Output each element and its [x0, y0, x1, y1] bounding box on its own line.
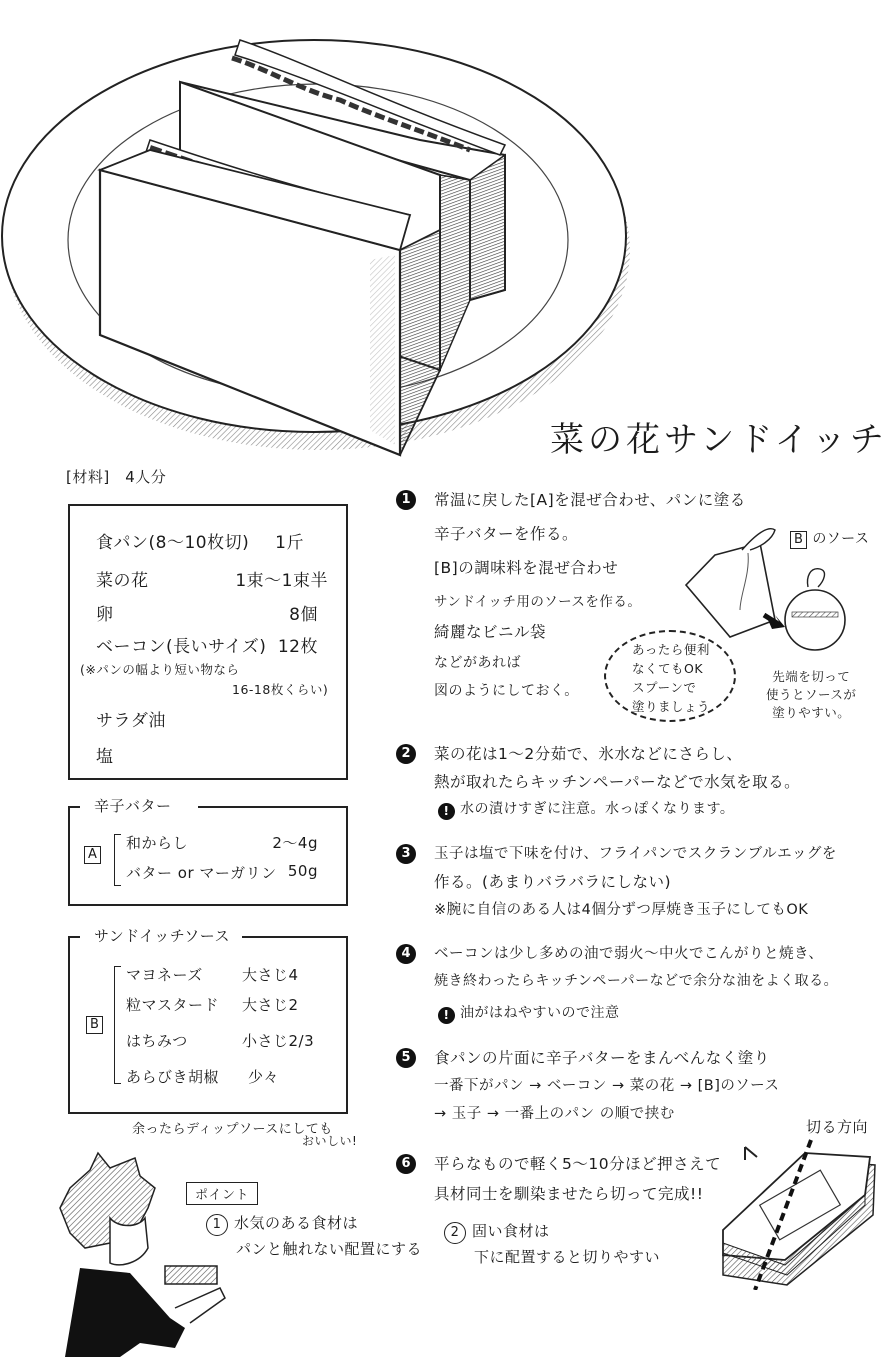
bacon-note: 16-18枚くらい) — [232, 682, 329, 697]
ingredient-amount: 大さじ4 — [242, 966, 299, 984]
ingredient-amount: 少々 — [248, 1068, 280, 1086]
step-number: 5 — [396, 1048, 416, 1068]
point-item-1 — [206, 1210, 422, 1262]
step-text: 綺麗なビニル袋 — [434, 623, 547, 641]
step-text: ベーコンは少し多めの油で弱火〜中火でこんがりと焼き、 — [434, 946, 824, 962]
bubble-line: なくてもOK — [632, 661, 704, 676]
ingredient-amount: 大さじ2 — [242, 996, 299, 1014]
ingredient-row — [126, 964, 318, 985]
ingredient-row — [126, 862, 318, 883]
warning-icon: ! — [438, 1007, 455, 1024]
warning-text: 油がはねやすいので注意 — [460, 1005, 620, 1021]
step-text: [B]の調味料を混ぜ合わせ — [434, 559, 619, 577]
step-text: 平らなもので軽く5〜10分ほど押さえて — [434, 1155, 722, 1173]
ingredient-name: サラダ油 — [96, 711, 166, 731]
bubble-line: 塗りましょう — [632, 699, 711, 714]
step-text: 菜の花は1〜2分茹で、氷水などにさらし、 — [434, 745, 743, 763]
tag-b: B — [86, 1016, 103, 1034]
ingredient-name: はちみつ — [126, 1032, 188, 1050]
ingredient-name: 和からし — [126, 834, 189, 852]
sandwich-on-plate-illustration — [0, 0, 640, 460]
cut-direction-label: 切る方向 — [806, 1118, 869, 1136]
step-text: 食パンの片面に辛子バターをまんべんなく塗り — [434, 1049, 770, 1067]
ingredient-amount: 小さじ2/3 — [242, 1032, 315, 1050]
bubble-line: あったら便利 — [632, 642, 710, 657]
b-sauce-label — [790, 528, 869, 549]
step-text: 具材同士を馴染ませたら切って完成!! — [434, 1185, 704, 1203]
tag-b: B — [790, 531, 807, 549]
point-text: 水気のある食材は — [234, 1214, 359, 1232]
step-text: 辛子バターを作る。 — [434, 525, 579, 543]
ingredient-row — [126, 1030, 318, 1051]
ingredients-box — [68, 504, 348, 780]
ingredient-row — [96, 600, 328, 625]
ingredient-name: 食パン(8〜10枚切) — [96, 533, 250, 553]
ingredient-amount: 1斤 — [275, 533, 304, 553]
ingredient-amount: 12枚 — [277, 637, 318, 657]
ingredient-row — [96, 566, 328, 591]
leftover-note-2: おいしい! — [302, 1134, 358, 1148]
bubble-line: スプーンで — [632, 680, 697, 695]
step-text: ※腕に自信のある人は4個分ずつ厚焼き玉子にしてもOK — [434, 902, 809, 918]
ingredient-name: 卵 — [96, 605, 114, 625]
warning-icon: ! — [438, 803, 455, 820]
sandwich-sauce-label: サンドイッチソース — [88, 925, 236, 946]
caption-line: 使うとソースが — [766, 687, 857, 702]
ingredient-name: ベーコン(長いサイズ) — [96, 637, 267, 657]
bubble-text — [632, 640, 710, 716]
karashi-butter-label: 辛子バター — [88, 795, 178, 816]
leftover-note: 余ったらディップソースにしても — [132, 1122, 333, 1137]
ingredient-amount: 8個 — [289, 605, 318, 625]
step-text: 玉子は塩で下味を付け、フライパンでスクランブルエッグを — [434, 846, 837, 862]
ingredient-row — [126, 1066, 318, 1087]
step-number: 2 — [396, 744, 416, 764]
ingredient-amount: 1束〜1束半 — [235, 571, 328, 591]
step-text: などがあれば — [434, 655, 521, 671]
step-text: 一番下がパン → ベーコン → 菜の花 → [B]のソース — [434, 1078, 780, 1094]
ingredient-name: バター or マーガリン — [126, 864, 277, 882]
step-warning — [438, 798, 734, 820]
ingredient-row — [96, 528, 328, 553]
step-text: 熱が取れたらキッチンペーパーなどで水気を取る。 — [434, 773, 801, 791]
point-text: 固い食材は — [472, 1222, 550, 1240]
step-text: → 玉子 → 一番上のパン の順で挟む — [434, 1106, 675, 1122]
caption-line: 先端を切って — [772, 669, 851, 684]
ingredient-row — [96, 632, 328, 657]
point-tag: ポイント — [186, 1182, 258, 1205]
karashi-butter-box — [68, 797, 348, 906]
ingredient-row — [96, 706, 328, 731]
step-text: 作る。(あまりバラバラにしない) — [434, 873, 672, 891]
sandwich-sauce-box — [68, 927, 348, 1114]
point-item-2 — [444, 1218, 660, 1270]
point-text: 下に配置すると切りやすい — [474, 1248, 661, 1266]
ingredient-name: あらびき胡椒 — [126, 1068, 220, 1086]
caption-line: 塗りやすい。 — [772, 705, 851, 720]
step-text: 常温に戻した[A]を混ぜ合わせ、パンに塗る — [434, 491, 746, 509]
ingredient-row — [96, 742, 328, 767]
warning-text: 水の漬けすぎに注意。水っぽくなります。 — [460, 801, 735, 817]
ingredient-row — [126, 832, 318, 853]
step-number: 6 — [396, 1154, 416, 1174]
point-number: 1 — [206, 1214, 228, 1236]
point-number: 2 — [444, 1222, 466, 1244]
ingredient-name: 菜の花 — [96, 571, 149, 591]
b-sauce-text: のソース — [812, 531, 870, 547]
ingredient-amount: 50g — [287, 862, 318, 880]
ingredients-header: [材料] 4人分 — [66, 468, 167, 486]
sandwich-cut-direction-illustration — [715, 1135, 888, 1290]
ingredient-name: 塩 — [96, 747, 114, 767]
ingredient-amount: 2〜4g — [272, 834, 318, 852]
ingredient-name: マヨネーズ — [126, 966, 203, 984]
step-text: 焼き終わったらキッチンペーパーなどで余分な油をよく取る。 — [434, 973, 839, 989]
step-number: 1 — [396, 490, 416, 510]
step-number: 4 — [396, 944, 416, 964]
bag-caption — [766, 668, 856, 722]
bacon-note: (※パンの幅より短い物なら — [80, 662, 240, 677]
step-text: サンドイッチ用のソースを作る。 — [434, 594, 642, 610]
step-number: 3 — [396, 844, 416, 864]
ingredient-row — [126, 994, 318, 1015]
step-text: 図のようにしておく。 — [434, 683, 579, 699]
ingredient-name: 粒マスタード — [126, 996, 220, 1014]
point-text: パンと触れない配置にする — [236, 1240, 423, 1258]
step-warning — [438, 1002, 620, 1024]
tag-a: A — [84, 846, 101, 864]
recipe-title: 菜の花サンドイッチ — [550, 420, 888, 460]
